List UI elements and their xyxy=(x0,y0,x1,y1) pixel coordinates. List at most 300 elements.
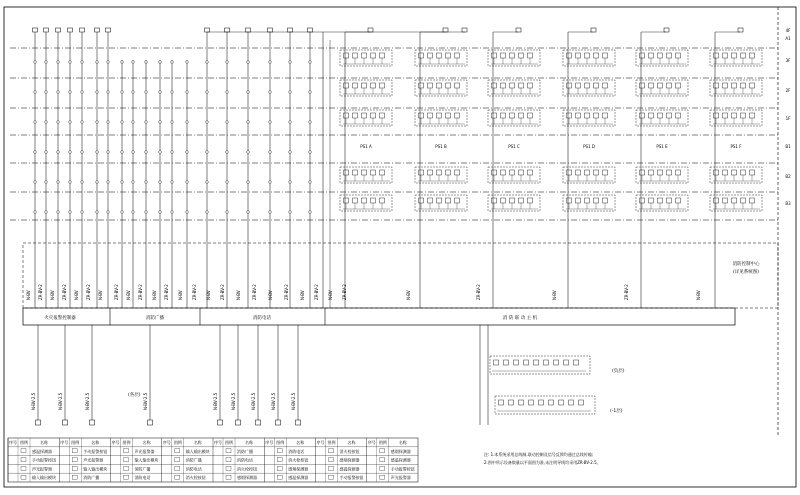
module-device xyxy=(528,198,533,203)
legend-symbol xyxy=(329,449,334,453)
riser-device xyxy=(206,61,209,64)
legend-name: 感温探测器 xyxy=(390,457,411,463)
riser-device xyxy=(57,91,60,94)
module-device xyxy=(371,83,376,88)
drop-terminal xyxy=(276,420,281,425)
riser-top-terminal xyxy=(308,28,313,32)
riser-device xyxy=(132,61,135,64)
module-device xyxy=(437,113,442,118)
module-device xyxy=(380,53,385,58)
riser-device xyxy=(269,121,272,124)
riser-device xyxy=(121,61,124,64)
riser-device xyxy=(269,151,272,154)
wiring-label: ZR-BV-2 xyxy=(624,284,629,300)
riser-device xyxy=(34,121,37,124)
room-label: PS1 B xyxy=(435,144,447,149)
bus-section-broadcast: 消防广播 xyxy=(146,316,164,321)
module-device xyxy=(528,83,533,88)
riser-device xyxy=(121,91,124,94)
module-device xyxy=(528,53,533,58)
riser-device xyxy=(159,91,162,94)
module-device xyxy=(492,113,497,118)
module-device xyxy=(676,113,681,118)
legend-header: 序号 xyxy=(60,440,69,445)
legend-symbol xyxy=(175,458,180,462)
basement-device xyxy=(574,360,579,365)
legend-name: 感烟探测器 xyxy=(339,457,360,463)
legend-symbol xyxy=(72,458,77,462)
drop-label: N-BV-2.5 xyxy=(231,392,236,410)
legend-name: 消火栓按钮 xyxy=(237,466,257,472)
control-box-wiring-labels xyxy=(26,284,701,300)
legend-name: 手动报警按钮 xyxy=(83,448,108,454)
legend-symbol xyxy=(175,475,180,479)
riser-device xyxy=(269,91,272,94)
legend-header: 名称 xyxy=(245,440,253,445)
module-device xyxy=(603,113,608,118)
riser-device xyxy=(96,61,99,64)
module-device xyxy=(567,83,572,88)
module-device xyxy=(353,53,358,58)
wiring-label: ZR-BV-2 xyxy=(38,284,43,300)
riser-device xyxy=(206,211,209,214)
riser-device xyxy=(57,211,60,214)
legend-symbol xyxy=(175,449,180,453)
riser-device xyxy=(132,211,135,214)
module-device xyxy=(594,53,599,58)
riser-device xyxy=(289,181,292,184)
riser-device xyxy=(81,211,84,214)
module-device xyxy=(362,113,367,118)
drop-label: N-BV-2.5 xyxy=(251,392,256,410)
module-device xyxy=(492,53,497,58)
module-device xyxy=(714,198,719,203)
module-device xyxy=(446,83,451,88)
module-device xyxy=(510,198,515,203)
riser-device xyxy=(159,211,162,214)
module-device xyxy=(353,198,358,203)
basement-device xyxy=(499,400,504,405)
wiring-label: N-BV xyxy=(152,290,157,300)
module-device xyxy=(723,113,728,118)
bus-drops xyxy=(31,325,301,425)
riser-device xyxy=(171,151,174,154)
module-device xyxy=(667,198,672,203)
legend-header: 序号 xyxy=(111,440,120,445)
riser-device xyxy=(57,61,60,64)
basement-device xyxy=(494,360,499,365)
wiring-label: ZR-BV-2 xyxy=(138,284,143,300)
floor-label: B1 xyxy=(785,144,791,149)
module-device xyxy=(576,113,581,118)
wiring-label: N-BV xyxy=(74,290,79,300)
legend-symbol xyxy=(380,475,385,479)
module-device xyxy=(750,83,755,88)
module-device xyxy=(510,83,515,88)
module-device xyxy=(371,170,376,175)
riser-device xyxy=(186,181,189,184)
module-device xyxy=(658,53,663,58)
module-device xyxy=(353,113,358,118)
drop-label: N-BV-2.5 xyxy=(85,392,90,410)
legend-symbol xyxy=(277,458,282,462)
riser-device xyxy=(145,91,148,94)
riser-device xyxy=(45,121,48,124)
riser-device xyxy=(289,211,292,214)
legend-header: 名称 xyxy=(296,440,305,445)
drop-label: N-BV-2.5 xyxy=(291,392,296,410)
module-device xyxy=(455,53,460,58)
riser-device xyxy=(107,151,110,154)
riser-device xyxy=(81,61,84,64)
risers-left xyxy=(33,28,468,308)
module-device xyxy=(446,198,451,203)
module-device xyxy=(714,170,719,175)
legend-header: 图例 xyxy=(378,440,387,445)
floor-label: 3F xyxy=(785,58,791,63)
floor-label: 2F xyxy=(785,88,791,93)
legend-name: 消防电话 xyxy=(237,457,253,463)
riser-device xyxy=(45,61,48,64)
module-device xyxy=(446,170,451,175)
riser-device xyxy=(226,91,229,94)
riser-device xyxy=(269,211,272,214)
basement-device xyxy=(534,360,539,365)
legend-header: 序号 xyxy=(162,440,171,445)
legend-name: 感温探测器 xyxy=(288,475,309,481)
module-device xyxy=(353,170,358,175)
legend-name: 消火栓按钮 xyxy=(339,448,360,454)
drop-terminal xyxy=(63,420,68,425)
module-device xyxy=(576,170,581,175)
legend-symbol xyxy=(21,466,26,470)
basement-device xyxy=(559,400,564,405)
legend-name: 消防广播 xyxy=(237,448,253,454)
legend-name: 消防电话 xyxy=(134,475,151,481)
riser-top-terminal xyxy=(288,28,293,32)
module-device xyxy=(519,198,524,203)
module-device xyxy=(344,83,349,88)
riser-device xyxy=(159,151,162,154)
module-device xyxy=(585,53,590,58)
riser-device xyxy=(96,91,99,94)
wiring-label: ZR-BV-2 xyxy=(252,284,257,300)
legend-symbol xyxy=(124,458,129,462)
riser-device xyxy=(247,91,250,94)
module-device xyxy=(428,170,433,175)
module-device xyxy=(371,53,376,58)
riser-device xyxy=(69,61,72,64)
module-device xyxy=(455,83,460,88)
riser-device xyxy=(269,181,272,184)
legend-name: 声光报警器 xyxy=(32,466,52,472)
wiring-label: ZR-BV-2 xyxy=(284,284,289,300)
riser-device xyxy=(145,151,148,154)
riser-device xyxy=(45,181,48,184)
floor-label: 1F xyxy=(785,116,791,121)
riser-device xyxy=(247,211,250,214)
module-device xyxy=(750,113,755,118)
riser-device xyxy=(81,121,84,124)
legend-header: 序号 xyxy=(367,440,376,445)
riser-device xyxy=(81,181,84,184)
room-label: PS1 D xyxy=(583,144,595,149)
control-center-subtitle: (详见系统图) xyxy=(732,270,760,275)
riser-device xyxy=(226,211,229,214)
riser-device xyxy=(247,61,250,64)
wiring-label: N-BV xyxy=(178,290,183,300)
module-device xyxy=(437,170,442,175)
riser-device xyxy=(132,151,135,154)
riser-device xyxy=(159,181,162,184)
module-device xyxy=(658,113,663,118)
room-label: PS1 F xyxy=(730,144,742,149)
riser-device xyxy=(226,181,229,184)
drawing-frame xyxy=(4,7,796,487)
riser-device xyxy=(289,121,292,124)
module-device xyxy=(603,83,608,88)
riser-device xyxy=(107,121,110,124)
legend-symbol xyxy=(72,475,77,479)
module-device xyxy=(362,83,367,88)
basement-device xyxy=(549,400,554,405)
module-device xyxy=(714,83,719,88)
legend-header: 图例 xyxy=(20,440,28,445)
riser-device xyxy=(247,151,250,154)
module-device xyxy=(741,83,746,88)
riser-top-terminal xyxy=(56,28,61,32)
wiring-label: N-BV xyxy=(126,290,131,300)
module-device xyxy=(676,53,681,58)
module-device xyxy=(519,170,524,175)
module-device xyxy=(344,198,349,203)
floor-lines xyxy=(10,48,778,220)
legend-header: 图例 xyxy=(122,440,131,445)
legend-name: 感烟探测器 xyxy=(390,448,411,454)
wiring-label: N-BV xyxy=(50,290,55,300)
legend-header: 名称 xyxy=(142,440,151,445)
module-device xyxy=(528,170,533,175)
module-device xyxy=(723,198,728,203)
legend-name: 输入输出模块 xyxy=(134,457,159,463)
riser-device xyxy=(171,121,174,124)
legend-name: 手动报警按钮 xyxy=(390,466,415,472)
module-device xyxy=(344,170,349,175)
legend-symbol xyxy=(380,449,385,453)
module-device xyxy=(640,198,645,203)
legend-name: 感温探测器 xyxy=(32,448,52,454)
wiring-label: N-BV xyxy=(406,290,411,300)
legend-symbol xyxy=(277,475,282,479)
module-device xyxy=(741,198,746,203)
module-device xyxy=(428,83,433,88)
riser-device xyxy=(96,151,99,154)
riser-top-terminal xyxy=(44,28,49,32)
riser-device xyxy=(171,181,174,184)
module-device xyxy=(741,53,746,58)
bus-section-phone: 消防电话 xyxy=(253,316,271,321)
module-device xyxy=(380,198,385,203)
riser-device xyxy=(132,121,135,124)
module-device xyxy=(455,198,460,203)
riser-device xyxy=(289,61,292,64)
legend-header: 序号 xyxy=(316,440,325,445)
bus-section-linkage: 消 防 联 动 主 机 xyxy=(502,316,538,321)
module-device xyxy=(510,113,515,118)
riser-device xyxy=(226,61,229,64)
module-device xyxy=(492,83,497,88)
riser-device xyxy=(186,121,189,124)
module-device xyxy=(510,170,515,175)
module-device xyxy=(594,170,599,175)
riser-device xyxy=(309,91,312,94)
module-device xyxy=(437,53,442,58)
floor-label: B2 xyxy=(785,174,791,179)
module-device xyxy=(603,170,608,175)
module-device xyxy=(501,113,506,118)
module-device xyxy=(750,53,755,58)
module-device xyxy=(528,113,533,118)
floor-label: 4F xyxy=(785,28,791,33)
legend-name: 手动报警按钮 xyxy=(339,475,364,481)
basement-device xyxy=(524,360,529,365)
module-device xyxy=(455,170,460,175)
module-device xyxy=(750,198,755,203)
wiring-label: N-BV xyxy=(696,290,701,300)
riser-device xyxy=(206,151,209,154)
note-line-1: 注: 1.本系统采用总线制,联动控制及信号反馈均通过总线传输; xyxy=(484,452,594,457)
riser-device xyxy=(57,151,60,154)
legend-name: 消火栓按钮 xyxy=(185,475,206,481)
riser-device xyxy=(121,151,124,154)
legend-name: 消防广播 xyxy=(134,466,151,472)
wiring-label: N-BV xyxy=(300,290,305,300)
riser-top-terminal xyxy=(68,28,73,32)
module-device xyxy=(353,83,358,88)
wiring-label: ZR-BV-2 xyxy=(476,284,481,300)
legend-symbol xyxy=(21,458,26,462)
module-device xyxy=(380,83,385,88)
riser-top-terminal xyxy=(225,28,230,32)
legend-name: 手动报警按钮 xyxy=(32,457,56,463)
riser-device xyxy=(309,121,312,124)
module-device xyxy=(419,198,424,203)
riser-device xyxy=(247,181,250,184)
module-device xyxy=(658,170,663,175)
module-device xyxy=(649,113,654,118)
module-device xyxy=(567,113,572,118)
wiring-label: ZR-BV-2 xyxy=(342,284,347,300)
wiring-label: N-BV xyxy=(268,290,273,300)
legend-symbol xyxy=(277,466,282,470)
module-device xyxy=(428,113,433,118)
legend-symbol xyxy=(124,449,129,453)
basement-device xyxy=(514,360,519,365)
module-device xyxy=(658,198,663,203)
basement-device xyxy=(529,400,534,405)
module-device xyxy=(649,53,654,58)
module-device xyxy=(585,83,590,88)
legend-symbol xyxy=(21,449,26,453)
riser-device xyxy=(69,181,72,184)
riser-device xyxy=(96,211,99,214)
module-device xyxy=(640,83,645,88)
module-device xyxy=(501,83,506,88)
module-device xyxy=(603,198,608,203)
drop-terminal xyxy=(218,420,223,425)
wiring-label: ZR-BV-2 xyxy=(220,284,225,300)
module-device xyxy=(594,83,599,88)
module-device xyxy=(510,53,515,58)
module-device xyxy=(585,113,590,118)
module-device xyxy=(676,170,681,175)
drop-terminal xyxy=(148,420,153,425)
control-center-box xyxy=(23,243,778,308)
module-device xyxy=(371,198,376,203)
module-device xyxy=(419,113,424,118)
legend-header: 名称 xyxy=(398,440,407,445)
wiring-label: ZR-BV-2 xyxy=(192,284,197,300)
module-device xyxy=(585,170,590,175)
riser-top-terminal xyxy=(205,28,210,32)
legend-header: 图例 xyxy=(276,440,285,445)
legend-symbol xyxy=(226,458,231,462)
riser-device xyxy=(45,211,48,214)
module-device xyxy=(732,198,737,203)
module-device xyxy=(576,83,581,88)
room-label: PS1 C xyxy=(508,144,520,149)
legend-symbol xyxy=(72,466,77,470)
module-device xyxy=(741,113,746,118)
legend-header: 名称 xyxy=(347,440,356,445)
module-device xyxy=(714,53,719,58)
drop-terminal xyxy=(90,420,95,425)
legend-header: 图例 xyxy=(327,440,336,445)
legend-header: 图例 xyxy=(225,440,233,445)
riser-device xyxy=(107,61,110,64)
module-device xyxy=(344,113,349,118)
basement-device xyxy=(579,400,584,405)
legend-header: 图例 xyxy=(71,440,80,445)
legend-symbol xyxy=(329,475,334,479)
riser-device xyxy=(269,61,272,64)
legend-name: 消防电话 xyxy=(185,466,202,472)
riser-device xyxy=(96,181,99,184)
control-center-title: 消防控制中心 xyxy=(732,262,760,267)
floor-labels xyxy=(785,28,791,206)
riser-device xyxy=(159,61,162,64)
riser-device xyxy=(34,211,37,214)
module-device xyxy=(371,113,376,118)
module-device xyxy=(732,83,737,88)
riser-top-terminal xyxy=(106,28,111,32)
module-device xyxy=(519,83,524,88)
main-bus-bar xyxy=(23,308,735,325)
module-device xyxy=(732,170,737,175)
bottom-callout-left: (各层) xyxy=(128,393,141,398)
riser-device xyxy=(289,151,292,154)
riser-device xyxy=(171,211,174,214)
legend-header: 序号 xyxy=(214,440,222,445)
riser-device xyxy=(289,91,292,94)
legend-name: 输入输出模块 xyxy=(83,466,108,472)
legend-header: 图例 xyxy=(173,440,182,445)
riser-top-terminal xyxy=(246,28,251,32)
module-device xyxy=(649,83,654,88)
wiring-label: N-BV xyxy=(328,290,333,300)
module-device xyxy=(362,198,367,203)
legend-symbol xyxy=(226,475,231,479)
